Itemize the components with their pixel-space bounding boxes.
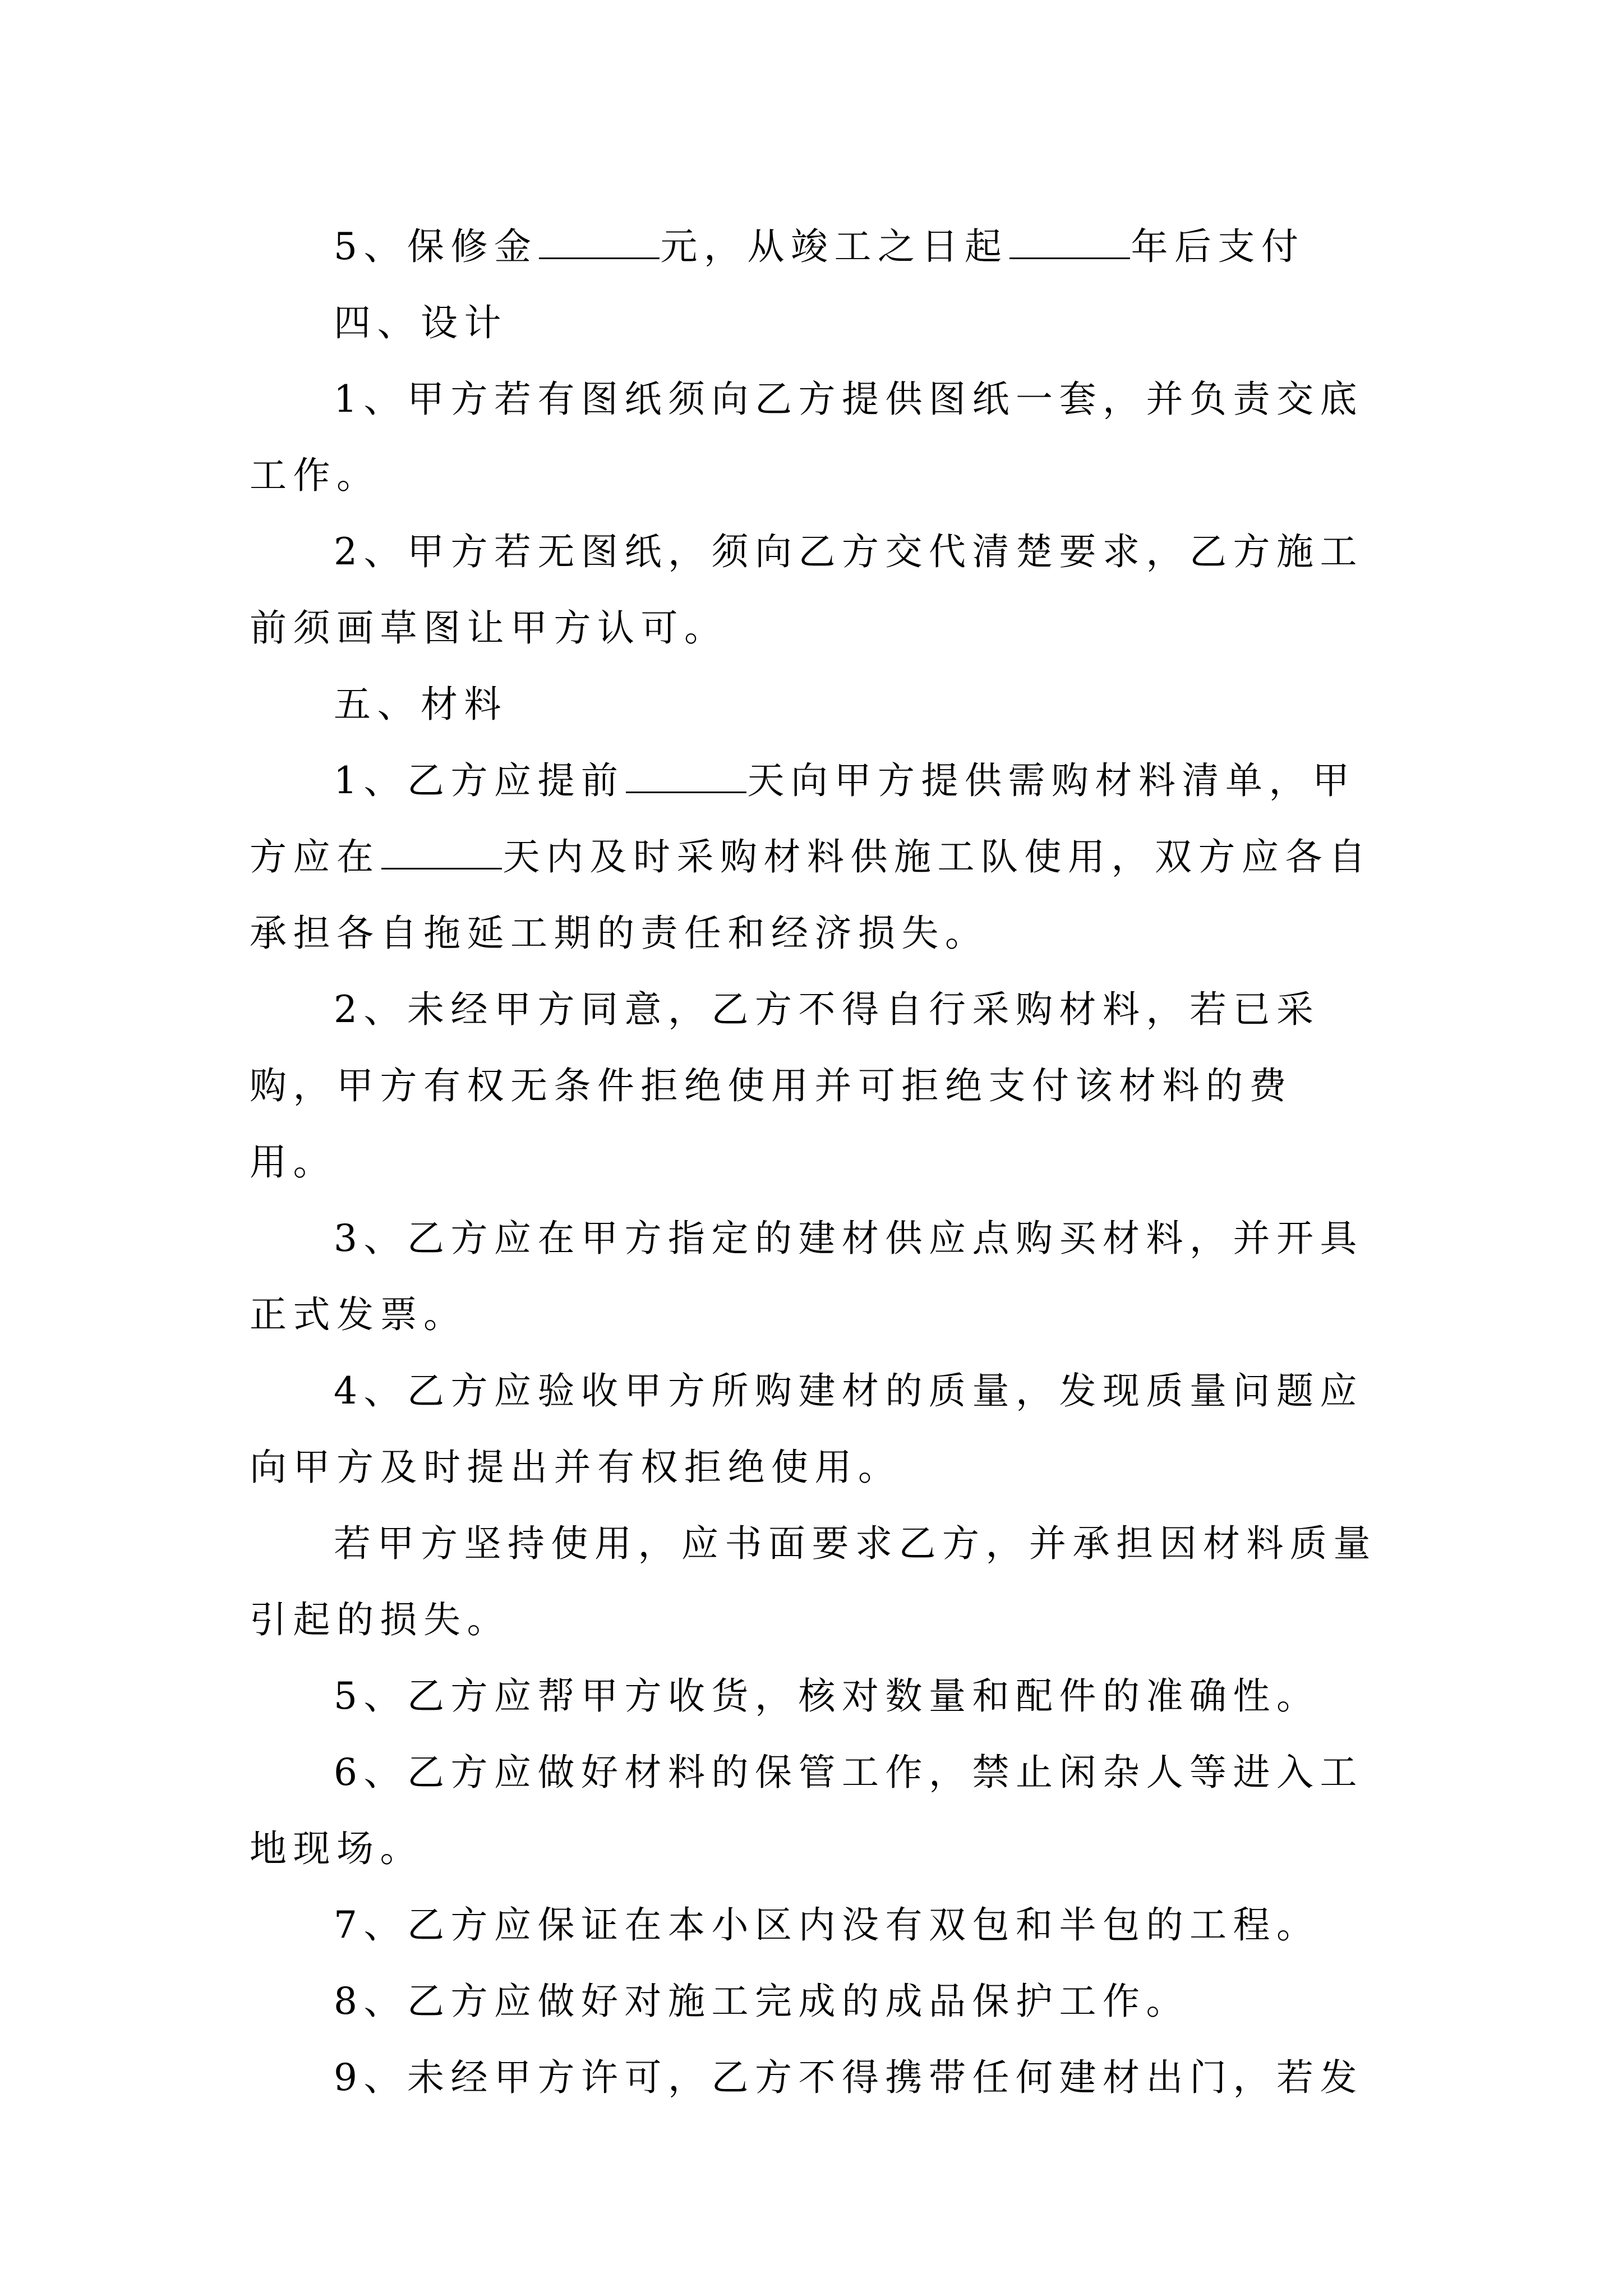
fill-in-blank[interactable] bbox=[381, 835, 502, 869]
text-segment: 若甲方坚持使用，应书面要求乙方，并承担因材料质量引起的损失。 bbox=[250, 1522, 1377, 1641]
text-segment: 5、乙方应帮甲方收货，核对数量和配件的准确性。 bbox=[334, 1674, 1320, 1718]
paragraph-materials-2 bbox=[250, 972, 1377, 1200]
paragraph-materials-1 bbox=[250, 743, 1377, 972]
paragraph-design-2 bbox=[250, 514, 1377, 666]
text-segment: 年后支付 bbox=[1131, 225, 1305, 268]
text-segment: 1、甲方若有图纸须向乙方提供图纸一套，并负责交底工作。 bbox=[250, 378, 1363, 497]
paragraph-materials-4-continued bbox=[250, 1506, 1377, 1658]
text-segment: 元，从竣工之日起 bbox=[660, 225, 1008, 268]
paragraph-materials-9 bbox=[250, 2040, 1377, 2116]
heading-text: 五、材料 bbox=[334, 683, 508, 726]
text-segment: 9、未经甲方许可，乙方不得携带任何建材出门，若发 bbox=[334, 2056, 1363, 2099]
text-segment: 3、乙方应在甲方指定的建材供应点购买材料，并开具正式发票。 bbox=[250, 1217, 1363, 1336]
fill-in-blank[interactable] bbox=[1009, 224, 1130, 259]
section-heading-design bbox=[250, 285, 1377, 361]
text-segment: 8、乙方应做好对施工完成的成品保护工作。 bbox=[334, 1980, 1189, 2023]
paragraph-materials-5 bbox=[250, 1658, 1377, 1734]
paragraph-materials-7 bbox=[250, 1887, 1377, 1963]
document-body bbox=[250, 209, 1377, 2116]
fill-in-blank[interactable] bbox=[626, 758, 746, 793]
paragraph-warranty-payment bbox=[250, 209, 1377, 285]
paragraph-materials-4 bbox=[250, 1353, 1377, 1506]
text-segment: 4、乙方应验收甲方所购建材的质量，发现质量问题应向甲方及时提出并有权拒绝使用。 bbox=[250, 1369, 1363, 1489]
paragraph-materials-3 bbox=[250, 1200, 1377, 1353]
text-segment: 2、未经甲方同意，乙方不得自行采购材料，若已采购，甲方有权无条件拒绝使用并可拒绝支付该材料的费用。 bbox=[250, 988, 1320, 1184]
text-segment: 天内及时采购材料供施工队使用，双方应各自承担各自拖延工期的责任和经济损失。 bbox=[250, 835, 1372, 955]
text-segment: 7、乙方应保证在本小区内没有双包和半包的工程。 bbox=[334, 1903, 1320, 1947]
text-segment: 2、甲方若无图纸，须向乙方交代清楚要求，乙方施工前须画草图让甲方认可。 bbox=[250, 530, 1363, 650]
text-segment: 天向甲方提供需购材料清单，甲方应在 bbox=[250, 759, 1356, 878]
paragraph-design-1 bbox=[250, 361, 1377, 514]
fill-in-blank[interactable] bbox=[539, 224, 660, 259]
heading-text: 四、设计 bbox=[334, 301, 508, 344]
text-segment: 1、乙方应提前 bbox=[334, 759, 625, 802]
section-heading-materials bbox=[250, 666, 1377, 743]
text-segment: 6、乙方应做好材料的保管工作，禁止闲杂人等进入工地现场。 bbox=[250, 1751, 1363, 1870]
paragraph-materials-8 bbox=[250, 1963, 1377, 2040]
paragraph-materials-6 bbox=[250, 1734, 1377, 1887]
text-segment: 5、保修金 bbox=[334, 225, 538, 268]
